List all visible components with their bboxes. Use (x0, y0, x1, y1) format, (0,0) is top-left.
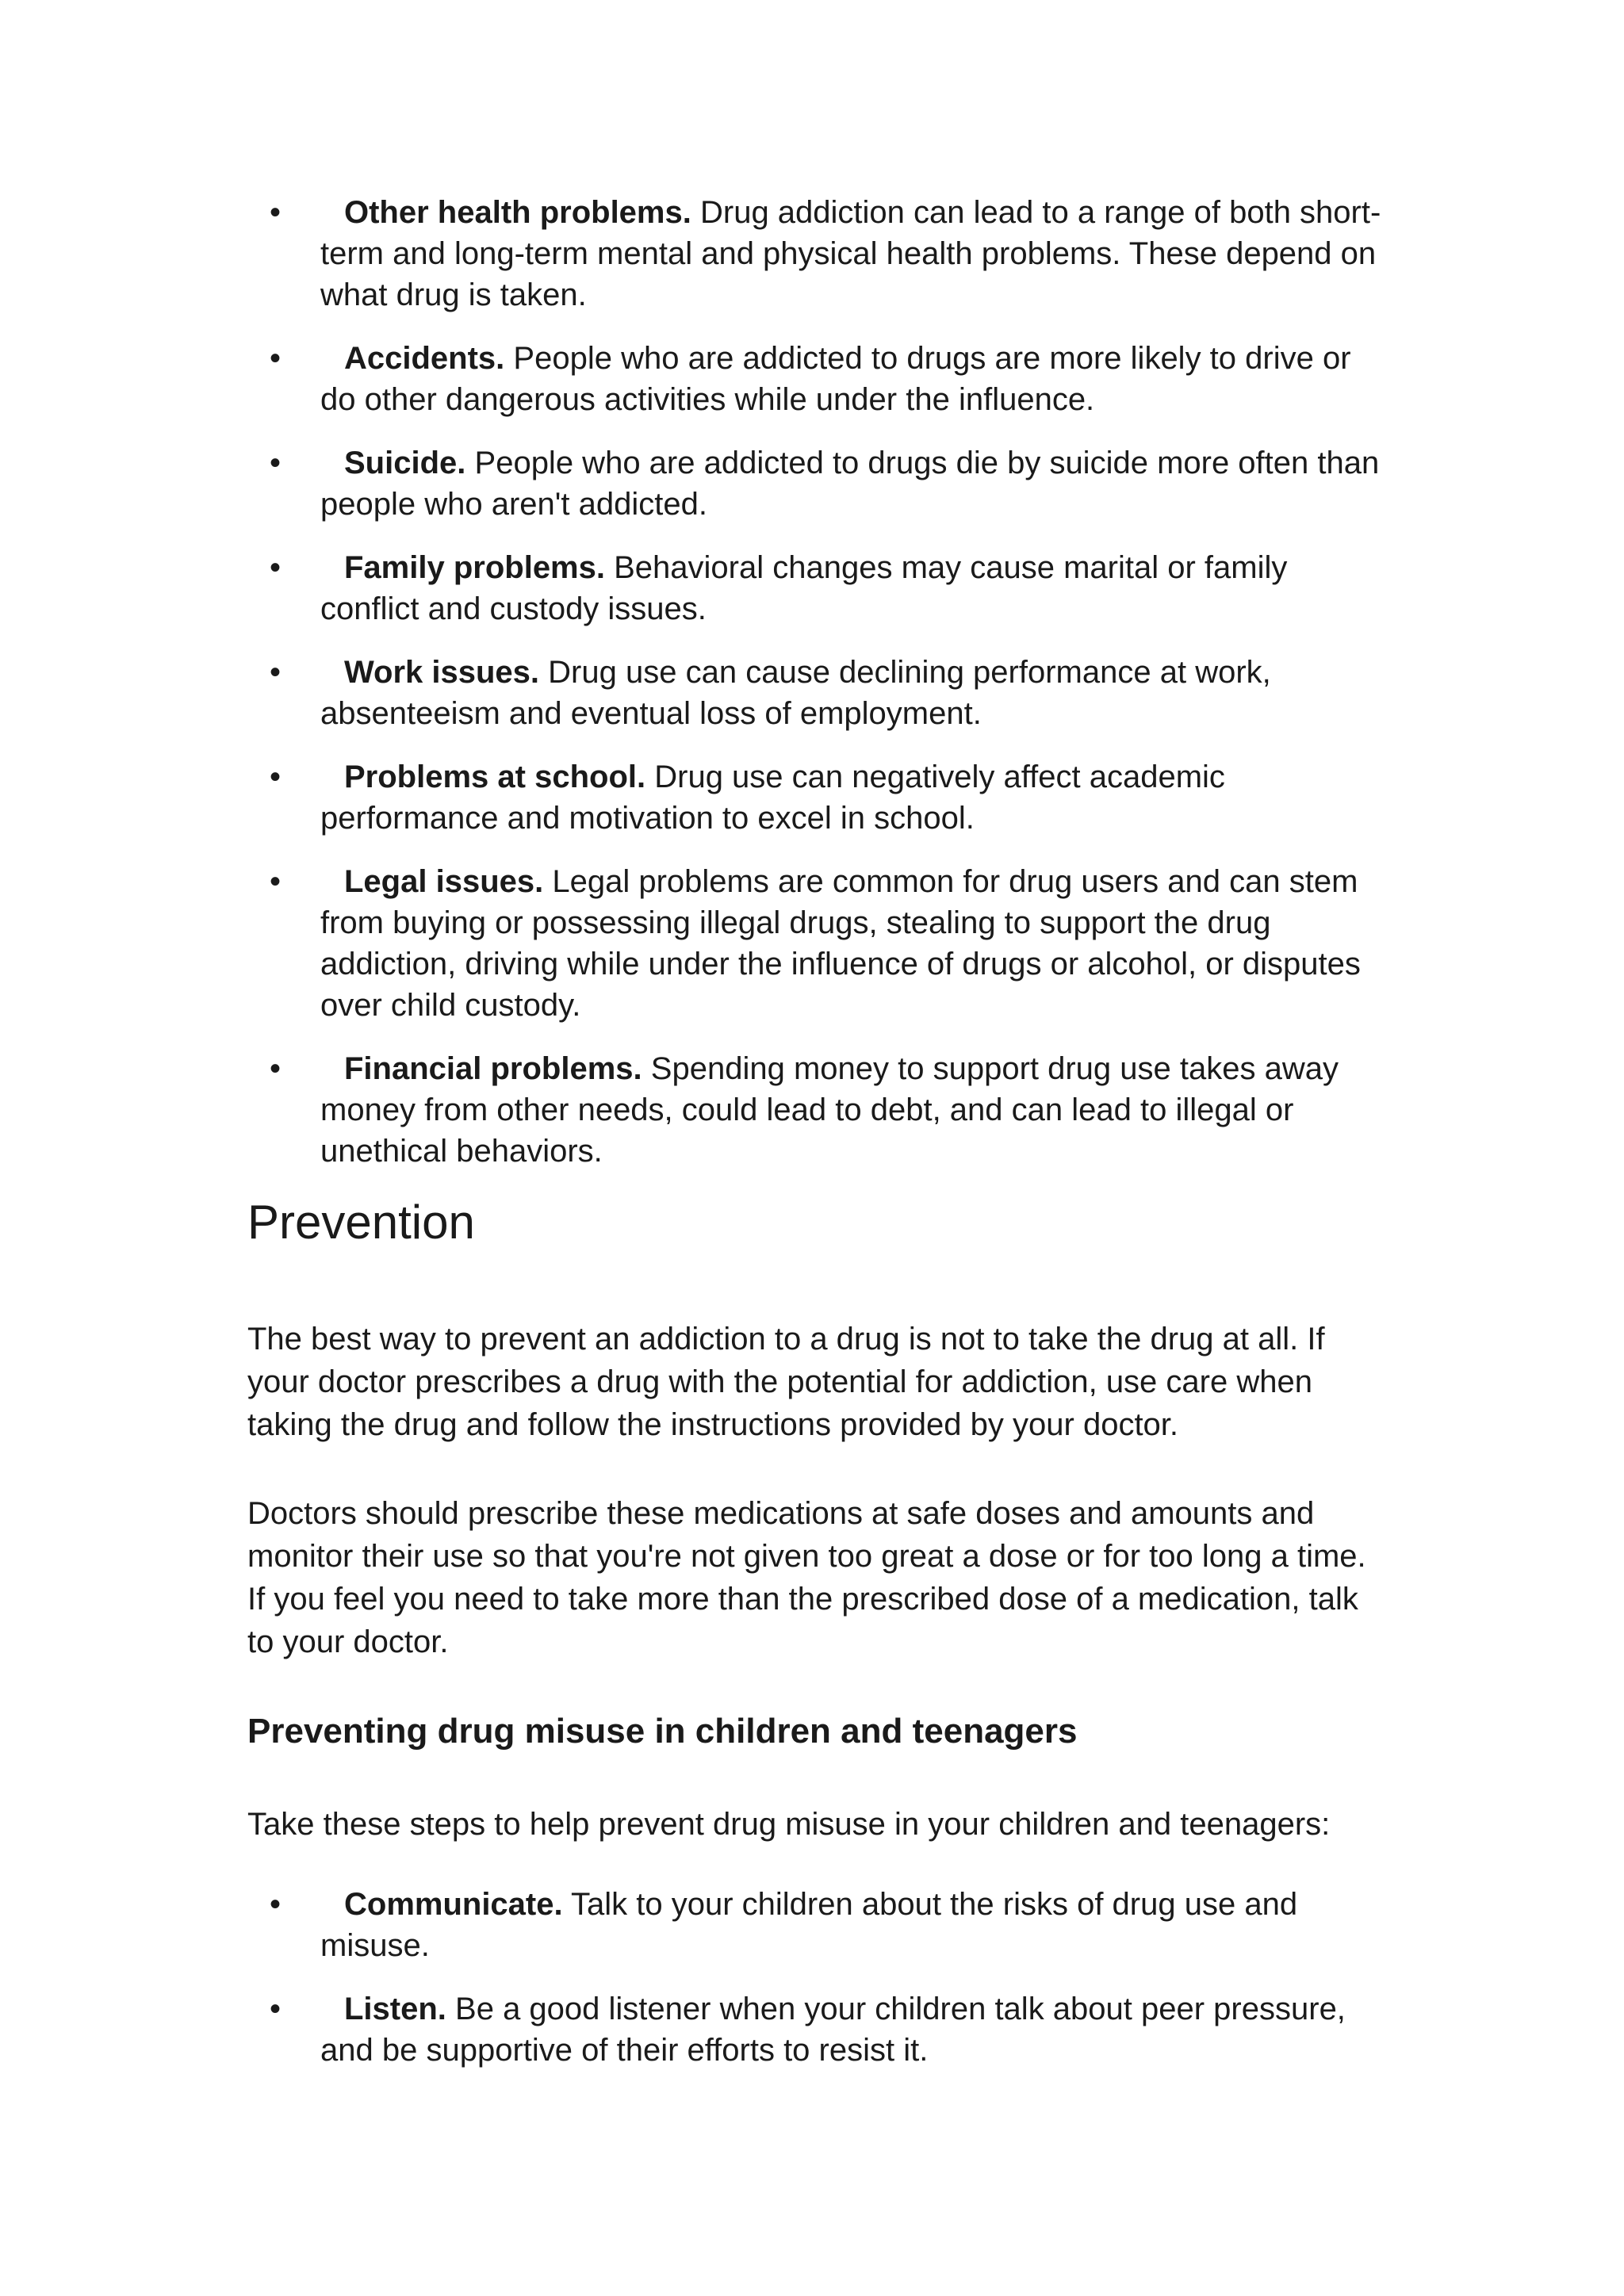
list-item-term: Accidents. (344, 341, 505, 376)
bullet-icon: • (270, 1992, 282, 2026)
list-item-text: Behavioral changes may cause marital or family conflict and custody issues. (320, 550, 1288, 626)
bullet-icon: • (270, 1887, 282, 1922)
list-item (247, 192, 1389, 316)
children-steps-list (247, 1884, 1389, 2071)
prevention-paragraph-2: Doctors should prescribe these medications at safe doses and amounts and monitor their use so that you're not given too great a dose or for too long a time. If you feel you need to take more than the prescribed dose of a medication, talk to your doctor. (247, 1496, 1366, 1659)
list-item-term: Problems at school. (344, 760, 646, 794)
list-item-text: Spending money to support drug use takes away money from other needs, could lead to debt, and can lead to illegal or unethical behaviors. (320, 1051, 1339, 1169)
page-content (247, 192, 1389, 2093)
bullet-icon: • (270, 550, 282, 585)
bullet-icon: • (270, 1051, 282, 1086)
list-item (247, 338, 1389, 420)
bullet-icon: • (270, 446, 282, 480)
list-item-text: Drug addiction can lead to a range of both short-term and long-term mental and physical health problems. These depend on what drug is taken. (320, 195, 1381, 312)
list-item-term: Legal issues. (344, 864, 544, 899)
list-item-term: Listen. (344, 1992, 446, 2026)
list-item-term: Financial problems. (344, 1051, 642, 1086)
children-section-intro: Take these steps to help prevent drug misuse in your children and teenagers: (247, 1807, 1331, 1842)
list-item (247, 861, 1389, 1026)
list-item (247, 442, 1389, 525)
list-item-term: Work issues. (344, 655, 540, 690)
list-item (247, 652, 1389, 734)
list-item-text: Drug use can cause declining performance at work, absenteeism and eventual loss of employment. (320, 655, 1271, 731)
bullet-icon: • (270, 864, 282, 899)
children-section-heading: Preventing drug misuse in children and teenagers (247, 1712, 1078, 1751)
bullet-icon: • (270, 655, 282, 690)
list-item-term: Family problems. (344, 550, 605, 585)
bullet-icon: • (270, 195, 282, 230)
prevention-heading: Prevention (247, 1196, 475, 1249)
list-item (247, 756, 1389, 839)
list-item (247, 1048, 1389, 1172)
list-item (247, 1884, 1389, 1966)
list-item-text: People who are addicted to drugs are more likely to drive or do other dangerous activities while under the influence. (320, 341, 1351, 417)
list-item-term: Other health problems. (344, 195, 691, 230)
list-item (247, 1988, 1389, 2071)
list-item-text: Talk to your children about the risks of drug use and misuse. (320, 1887, 1298, 1963)
list-item-term: Suicide. (344, 446, 466, 480)
bullet-icon: • (270, 760, 282, 794)
prevention-paragraph-1: The best way to prevent an addiction to a drug is not to take the drug at all. If your doctor prescribes a drug with the potential for addiction, use care when taking the drug and follow the instructions provided by your doctor. (247, 1322, 1325, 1442)
list-item (247, 547, 1389, 629)
complications-list (247, 192, 1389, 1172)
list-item-term: Communicate. (344, 1887, 563, 1922)
list-item-text: Be a good listener when your children talk about peer pressure, and be supportive of their efforts to resist it. (320, 1992, 1346, 2068)
list-item-text: Legal problems are common for drug users and can stem from buying or possessing illegal drugs, stealing to support the drug addiction, driving while under the influence of drugs or alcohol, or disputes over child custody. (320, 864, 1361, 1023)
list-item-text: People who are addicted to drugs die by suicide more often than people who aren't addicted. (320, 446, 1380, 522)
list-item-text: Drug use can negatively affect academic performance and motivation to excel in school. (320, 760, 1225, 836)
bullet-icon: • (270, 341, 282, 376)
